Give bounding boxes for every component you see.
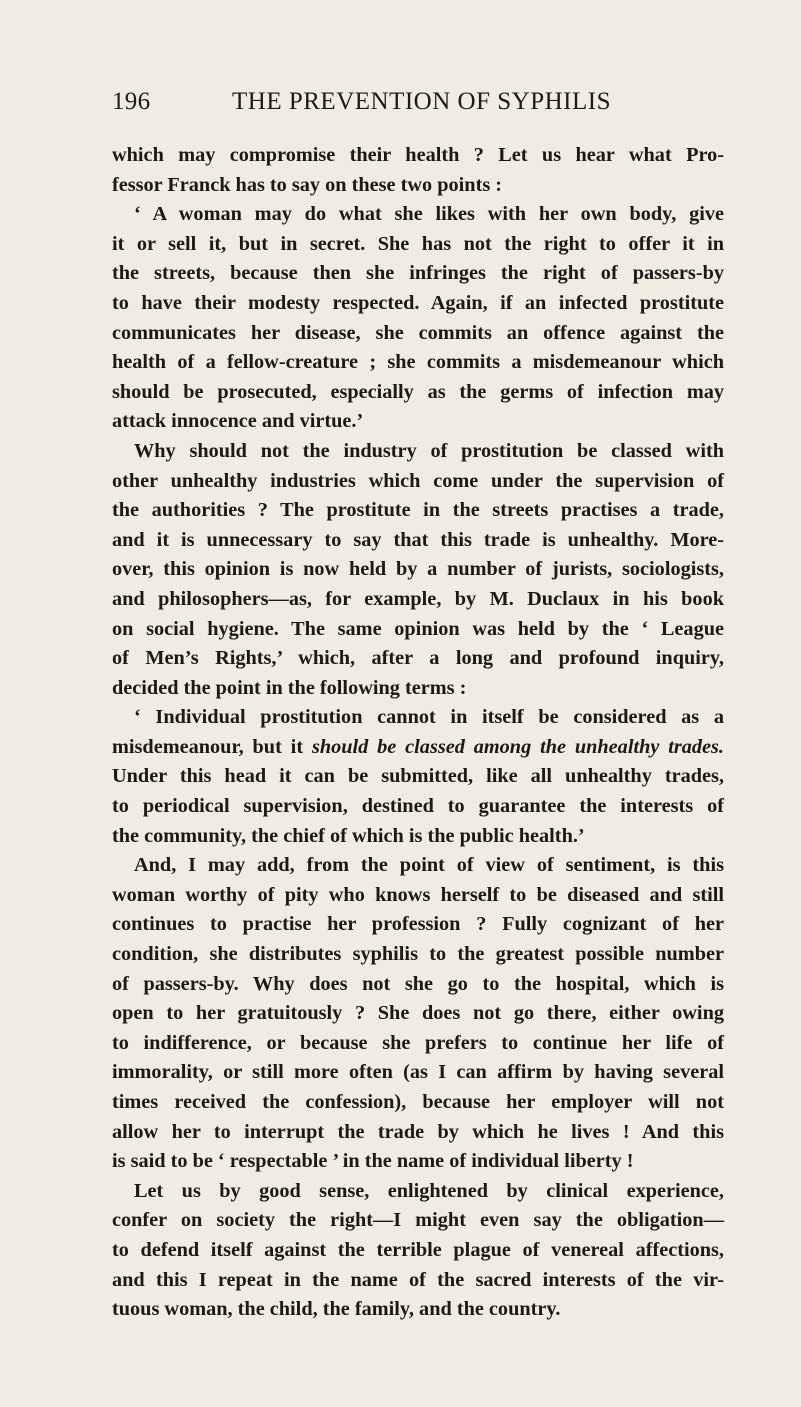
text-line: woman worthy of pity who knows herself to be diseased and still bbox=[112, 883, 724, 906]
body-text bbox=[112, 141, 724, 1325]
text-line bbox=[112, 733, 724, 763]
text-line: on social hygiene. The same opinion was held by the ‘ League bbox=[112, 617, 724, 640]
text-line: other unhealthy industries which come under the supervision of bbox=[112, 469, 724, 492]
text-line: attack innocence and virtue.’ bbox=[112, 410, 364, 433]
text-line: to defend itself against the terrible plague of venereal affections, bbox=[112, 1238, 724, 1261]
text-line: of Men’s Rights,’ which, after a long and profound inquiry, bbox=[112, 647, 724, 670]
text-line: to indifference, or because she prefers to continue her life of bbox=[112, 1031, 724, 1054]
text-line: over, this opinion is now held by a number of jurists, sociologists, bbox=[112, 558, 724, 581]
text-line: continues to practise her profession ? Fully cognizant of her bbox=[112, 913, 724, 936]
text-line: of passers-by. Why does not she go to the hospital, which is bbox=[112, 972, 724, 995]
text-line: and this I repeat in the name of the sacred interests of the vir- bbox=[112, 1268, 724, 1291]
text-line: tuous woman, the child, the family, and the country. bbox=[112, 1298, 561, 1321]
text-line: the streets, because then she infringes the right of passers-by bbox=[112, 262, 724, 285]
emphasized-text: should be classed among the unhealthy trades. bbox=[311, 735, 725, 758]
text-line: which may compromise their health ? Let us hear what Pro- bbox=[112, 144, 724, 166]
text-line: the community, the chief of which is the public health.’ bbox=[112, 824, 585, 847]
text-line: open to her gratuitously ? She does not go there, either owing bbox=[112, 1002, 724, 1025]
text-line: And, I may add, from the point of view of sentiment, is this bbox=[134, 854, 724, 877]
page-header bbox=[112, 88, 722, 122]
text-line: fessor Franck has to say on these two points : bbox=[112, 173, 503, 196]
text-line: and it is unnecessary to say that this trade is unhealthy. More- bbox=[112, 528, 724, 551]
text-line: to have their modesty respected. Again, if an infected prostitute bbox=[112, 291, 724, 314]
text-line: Let us by good sense, enlightened by clinical experience, bbox=[134, 1179, 724, 1202]
text-line-start: misdemeanour, but it bbox=[112, 735, 312, 758]
running-head: THE PREVENTION OF SYPHILIS bbox=[232, 88, 611, 115]
text-line: the authorities ? The prostitute in the streets practises a trade, bbox=[112, 499, 724, 522]
text-line: confer on society the right—I might even say the obligation— bbox=[112, 1209, 724, 1232]
text-line: and philosophers—as, for example, by M. Duclaux in his book bbox=[112, 587, 724, 610]
text-line: is said to be ‘ respectable ’ in the name of individual liberty ! bbox=[112, 1150, 634, 1173]
text-line: allow her to interrupt the trade by which he lives ! And this bbox=[112, 1120, 724, 1143]
text-line: to periodical supervision, destined to guarantee the interests of bbox=[112, 795, 724, 818]
text-line: ‘ A woman may do what she likes with her own body, give bbox=[134, 203, 724, 226]
text-line: health of a fellow-creature ; she commits a misdemeanour which bbox=[112, 351, 724, 374]
text-line: immorality, or still more often (as I can affirm by having several bbox=[112, 1061, 724, 1084]
text-line: Under this head it can be submitted, like all unhealthy trades, bbox=[112, 765, 724, 788]
text-line: times received the confession), because her employer will not bbox=[112, 1091, 724, 1113]
text-line: should be prosecuted, especially as the germs of infection may bbox=[112, 380, 724, 403]
text-line: ‘ Individual prostitution cannot in itself be considered as a bbox=[134, 706, 724, 729]
text-line: condition, she distributes syphilis to the greatest possible number bbox=[112, 943, 724, 966]
text-line: it or sell it, but in secret. She has not the right to offer it in bbox=[112, 232, 724, 255]
text-line: Why should not the industry of prostitution be classed with bbox=[134, 439, 724, 462]
text-line: communicates her disease, she commits an offence against the bbox=[112, 321, 724, 344]
text-line: decided the point in the following terms : bbox=[112, 676, 467, 699]
page-number: 196 bbox=[112, 88, 151, 115]
